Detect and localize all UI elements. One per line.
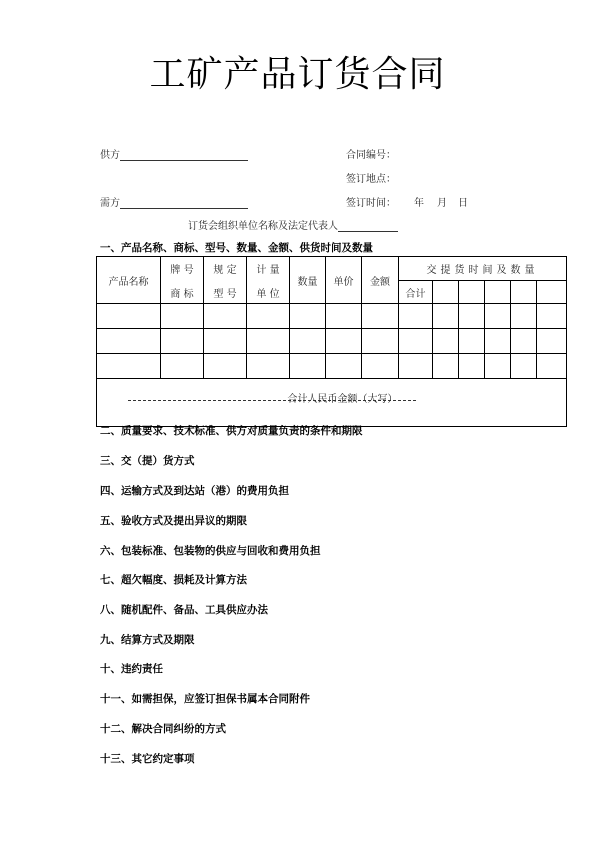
- section-9-title: 九、结算方式及期限: [100, 634, 195, 646]
- table-cell[interactable]: [97, 329, 161, 354]
- table-cell[interactable]: [511, 354, 537, 379]
- table-cell[interactable]: [459, 354, 485, 379]
- table-cell[interactable]: [433, 354, 459, 379]
- total-amount-dashed-line: [128, 400, 416, 401]
- table-cell[interactable]: [204, 304, 247, 329]
- sign-place-label: 签订地点：: [346, 174, 396, 185]
- header-unit-line1: 计 量: [256, 264, 280, 276]
- section-7-title: 七、超欠幅度、损耗及计算方法: [100, 574, 247, 586]
- table-cell[interactable]: [326, 304, 362, 329]
- representative-label: 订货会组织单位名称及法定代表人: [188, 221, 338, 232]
- table-row: [97, 304, 567, 329]
- section-8-title: 八、随机配件、备品、工具供应办法: [100, 604, 268, 616]
- table-cell[interactable]: [161, 304, 204, 329]
- table-cell[interactable]: [511, 329, 537, 354]
- table-cell[interactable]: [537, 304, 567, 329]
- buyer-label: 需方: [100, 198, 120, 209]
- table-cell[interactable]: [204, 354, 247, 379]
- total-row: [97, 379, 567, 427]
- table-cell[interactable]: [97, 304, 161, 329]
- header-spec-line1: 规 定: [213, 264, 237, 276]
- table-cell[interactable]: [247, 304, 290, 329]
- delivery-cell[interactable]: [485, 281, 511, 304]
- header-brand-line1: 牌 号: [170, 264, 194, 276]
- section-6-title: 六、包装标准、包装物的供应与回收和费用负担: [100, 545, 321, 557]
- table-cell[interactable]: [247, 354, 290, 379]
- table-cell[interactable]: [433, 329, 459, 354]
- section-3-title: 三、交（提）货方式: [100, 455, 195, 467]
- sign-time-label: 签订时间：: [346, 198, 396, 209]
- table-row: [97, 329, 567, 354]
- table-cell[interactable]: [362, 329, 399, 354]
- section-5-title: 五、验收方式及提出异议的期限: [100, 515, 247, 527]
- table-cell[interactable]: [537, 354, 567, 379]
- header-spec-line2: 型 号: [213, 288, 237, 300]
- table-row: [97, 354, 567, 379]
- header-total: 合计: [399, 281, 433, 304]
- header-unit-price: 单价: [326, 257, 362, 304]
- table-cell[interactable]: [290, 354, 326, 379]
- table-cell[interactable]: [485, 304, 511, 329]
- table-cell[interactable]: [326, 354, 362, 379]
- table-cell[interactable]: [97, 354, 161, 379]
- table-cell[interactable]: [433, 304, 459, 329]
- table-cell[interactable]: [511, 304, 537, 329]
- header-unit: [247, 257, 290, 304]
- table-cell[interactable]: [399, 329, 433, 354]
- section-12-title: 十二、解决合同纠纷的方式: [100, 723, 226, 735]
- section-1-title: 一、产品名称、商标、型号、数量、金额、供货时间及数量: [100, 242, 373, 254]
- header-quantity: 数量: [290, 257, 326, 304]
- table-cell[interactable]: [290, 329, 326, 354]
- table-cell[interactable]: [485, 354, 511, 379]
- header-brand: [161, 257, 204, 304]
- header-unit-line2: 单 位: [256, 288, 280, 300]
- delivery-cell[interactable]: [433, 281, 459, 304]
- table-cell[interactable]: [161, 354, 204, 379]
- section-2-title: 二、质量要求、技术标准、供方对质量负责的条件和期限: [100, 425, 363, 437]
- representative-blank[interactable]: [338, 220, 398, 232]
- table-cell[interactable]: [399, 354, 433, 379]
- delivery-cell[interactable]: [511, 281, 537, 304]
- table-cell[interactable]: [362, 304, 399, 329]
- delivery-cell[interactable]: [537, 281, 567, 304]
- table-cell[interactable]: [362, 354, 399, 379]
- supplier-field[interactable]: [100, 146, 248, 161]
- order-table: [96, 256, 567, 427]
- buyer-field[interactable]: [100, 194, 248, 209]
- section-13-title: 十三、其它约定事项: [100, 753, 195, 765]
- section-11-title: 十一、如需担保，应签订担保书属本合同附件: [100, 693, 310, 705]
- table-cell[interactable]: [326, 329, 362, 354]
- contract-title: 工矿产品订货合同: [149, 54, 446, 95]
- contract-no-label: 合同编号：: [346, 150, 396, 161]
- buyer-blank[interactable]: [120, 197, 248, 209]
- table-cell[interactable]: [459, 329, 485, 354]
- header-delivery: 交提货时间及数量: [399, 257, 567, 281]
- table-cell[interactable]: [161, 329, 204, 354]
- table-cell[interactable]: [399, 304, 433, 329]
- table-cell[interactable]: [459, 304, 485, 329]
- table-cell[interactable]: [290, 304, 326, 329]
- month-label: 月: [437, 198, 447, 209]
- total-amount-label: 合计人民币金额（大写）: [287, 394, 398, 405]
- delivery-cell[interactable]: [459, 281, 485, 304]
- header-brand-line2: 商 标: [170, 288, 194, 300]
- total-amount-cell[interactable]: [97, 379, 567, 427]
- year-label: 年: [414, 198, 424, 209]
- table-cell[interactable]: [537, 329, 567, 354]
- supplier-label: 供方: [100, 150, 120, 161]
- section-4-title: 四、运输方式及到达站（港）的费用负担: [100, 485, 289, 497]
- table-cell[interactable]: [204, 329, 247, 354]
- table-cell[interactable]: [485, 329, 511, 354]
- section-10-title: 十、违约责任: [100, 663, 163, 675]
- supplier-blank[interactable]: [120, 149, 248, 161]
- header-product-name: 产品名称: [97, 257, 161, 304]
- header-spec: [204, 257, 247, 304]
- header-amount: 金额: [362, 257, 399, 304]
- table-cell[interactable]: [247, 329, 290, 354]
- representative-field[interactable]: [188, 217, 398, 232]
- day-label: 日: [458, 198, 468, 209]
